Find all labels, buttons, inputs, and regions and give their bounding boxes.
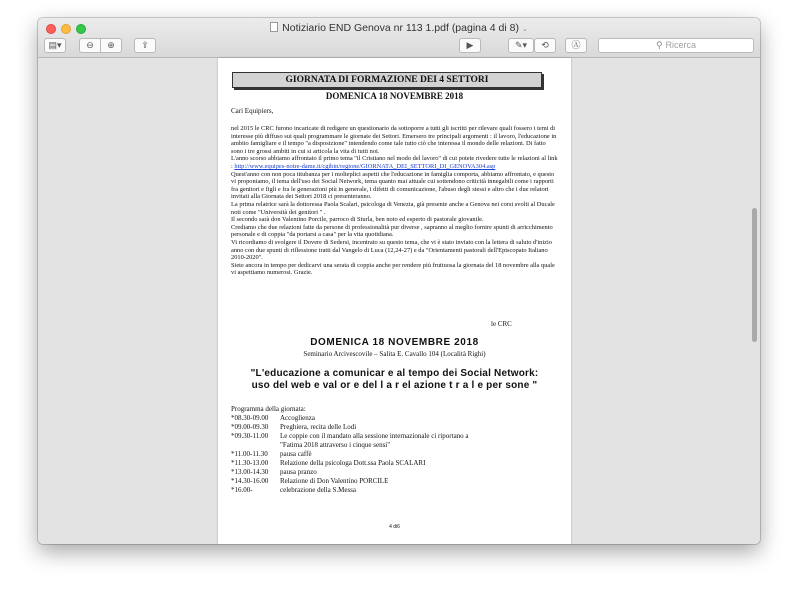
titlebar: [38, 18, 760, 58]
event-date-large: DOMENICA 18 NOVEMBRE 2018: [310, 337, 479, 348]
banner-title: GIORNATA DI FORMAZIONE DEI 4 SETTORI: [232, 72, 542, 88]
paragraph: Crediamo che due relazioni fatte da persone di professionalità pur diverse , sapranno al meglio fornire spunti di arricchimento personale e di coppia "da portarsi a casa" per la vita quotidiana.: [231, 223, 553, 239]
preview-window: [38, 18, 760, 544]
annotate-button[interactable]: [565, 38, 587, 53]
sidebar-toggle-button[interactable]: [44, 38, 66, 53]
search-field[interactable]: [598, 38, 754, 53]
theme-line-1: "L'educazione a comunicar e al tempo dei Social Network:: [250, 368, 539, 379]
pdf-page: [218, 58, 571, 544]
window-title: Notiziario END Genova nr 113 1.pdf (pagina 4 di 8): [282, 22, 519, 34]
paragraph: nel 2015 le CRC furono incaricate di redigere un questionario da sottoporre a tutti gli iscritti per rilevare quali fossero i temi di interesse più diffuso sui quali programmare le giornate dei Settori. Emersero tre principali argomenti : il lavoro, l'educazione in ambito famigliare e il tempo "a disposizione" intendendo come tale tutto ciò che interessa il mondo delle relazioni. Di fatto sono i tre grossi ambiti in cui si articola la vita di tutti noi.: [231, 125, 557, 155]
giornata-link[interactable]: http://www.equipes-notre-dame.it/cgibin/regione/GIORNATA_DEI_SETTORI_DI_GENOVA304.asp: [234, 162, 496, 170]
program-row: *13.00-14.30 pausa pranzo: [231, 468, 317, 476]
program-row: *14.30-16.00 Relazione di Don Valentino PORCILE: [231, 477, 389, 485]
pen-markup-icon: ✎▾: [514, 40, 528, 50]
program-row: *11.30-13.00 Relazione della psicologa Dott.ssa Paola SCALARI: [231, 459, 426, 467]
program-row: *08.30-09.00 Accoglienza: [231, 414, 315, 422]
theme-line-2: uso del web e val or e del l a r el azione t r a l e per sone ": [251, 380, 538, 391]
page-number: 4 di6: [389, 524, 400, 530]
window-title-area[interactable]: [38, 22, 760, 34]
annotate-icon: Ⓐ: [571, 40, 581, 50]
zoom-in-button[interactable]: [100, 38, 122, 53]
share-icon: ⇪: [141, 40, 149, 50]
sidebar-toggle-icon: ▤▾: [48, 40, 62, 50]
paragraph: Siete ancora in tempo per dedicarvi una serata di coppia anche per rendere più fruttuosa la giornata del 18 novembre alla quale vi aspettiamo numerosi. Grazie.: [231, 261, 555, 277]
zoom-out-button[interactable]: [79, 38, 101, 53]
program-row: *16.00- celebrazione della S.Messa: [231, 486, 356, 494]
rotate-button[interactable]: [534, 38, 556, 53]
rotate-icon: ⟲: [541, 40, 549, 50]
program-row: *11.00-11.30 pausa caffè: [231, 450, 312, 458]
search-icon: ⚲: [655, 40, 663, 50]
program-label: Programma della giornata:: [231, 405, 306, 413]
vertical-scrollbar[interactable]: [752, 208, 757, 342]
paragraph: La prima relatrice sarà la dottoressa Paola Scalari, psicologa di Venezia, già presente anche a Genova nei corsi svolti al Ducale noti come "Università dei genitori " .: [231, 200, 555, 216]
paragraph: Vi ricordiamo di svolgere il Dovere di Sedersi, incentrato su questo tema, che vi è stato inviato con la lettera di saluto d'inizio anno con due spunti di riflessione tratti dal Vangelo di Luca (12,24-27) e da "Orientamenti pastorali dell'Episcopato Italiano 2010-2020".: [231, 238, 552, 262]
share-button[interactable]: [134, 38, 156, 53]
slideshow-button[interactable]: [459, 38, 481, 53]
zoom-in-icon: ⊕: [107, 40, 115, 50]
program-row: "Fatima 2018 attraverso i cinque sensi": [280, 441, 391, 449]
event-theme: [218, 368, 571, 392]
paragraph: L'anno scorso abbiamo affrontato il primo tema "il Cristiano nel modo del lavoro" di cui potete rivedere tutte le relazioni al link : http://www.equipes-notre-dame.it/cgibin/regione/GIORNATA_DEI_SETTORI_DI_GENOVA304.asp: [231, 155, 558, 170]
signature: le CRC: [491, 320, 512, 328]
chevron-down-icon: ⌄: [521, 26, 528, 33]
program-row: *09.30-11.00 Le coppie con il mandato alla sessione internazionale ci riportano a: [231, 432, 469, 440]
markup-pen-button[interactable]: [508, 38, 534, 53]
event-date-heading: DOMENICA 18 NOVEMBRE 2018: [325, 91, 464, 101]
paragraph: Quest'anno con non poca titubanza per i molteplici aspetti che l'educazione in famiglia comporta, abbiamo affrontato, e questo vi proponiamo, il tema dell'uso dei Social Network, tema quanto mai attuale cui sottendono criticità innegabili come i rapporti fra genitori e figli e fra le generazioni più in generale, i difetti di comunicazione, l'abuso degli stessi e altro che i due relatori invitati alla Giornata dei Settori 2018 ci presenteranno.: [231, 170, 555, 201]
salutation: Cari Equipiers,: [231, 107, 274, 115]
program-row: *09.00-09.30 Preghiera, recita delle Lodi: [231, 423, 357, 431]
paragraph: Il secondo sarà don Valentino Porcile, parroco di Sturla, ben noto ed esperto di pastorale giovanile.: [231, 216, 484, 224]
letter-body: [231, 125, 559, 277]
zoom-out-icon: ⊖: [86, 40, 94, 50]
document-viewport[interactable]: [38, 58, 760, 544]
search-placeholder: Ricerca: [665, 40, 697, 50]
slideshow-icon: ▶: [466, 40, 474, 50]
program-list: [231, 414, 561, 495]
pdf-document-icon: [270, 22, 278, 32]
event-venue: Seminario Arcivescovile – Salita E. Cavallo 104 (Località Righi): [303, 350, 486, 358]
